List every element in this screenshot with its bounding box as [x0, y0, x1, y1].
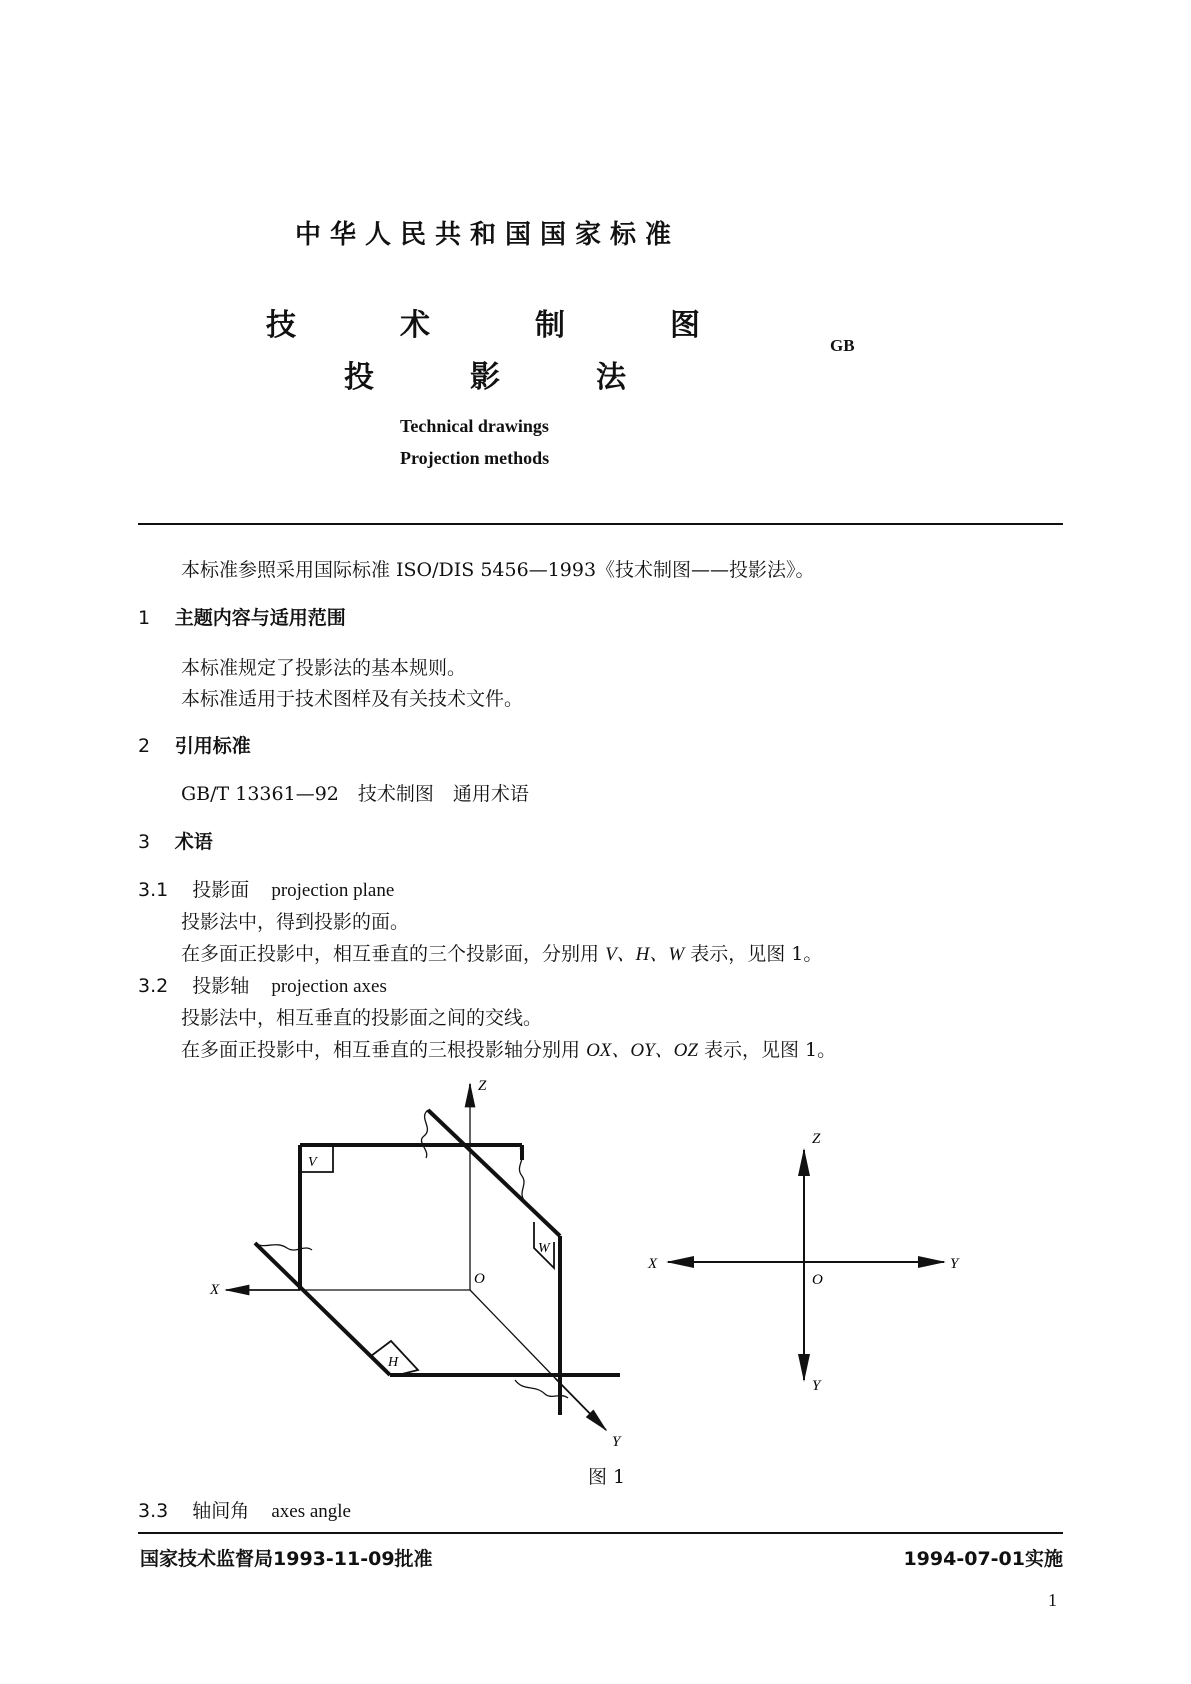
subtitle-char: 投: [344, 360, 374, 395]
label-v: V: [308, 1155, 317, 1170]
term-number: 3.2: [138, 975, 169, 997]
intro-text: 本标准参照采用国际标准 ISO/DIS 5456—1993《技术制图——投影法》。: [181, 559, 815, 581]
section-title: 引用标准: [174, 735, 251, 757]
gb-code: GB: [830, 336, 855, 355]
english-title-2: Projection methods: [400, 448, 550, 468]
term-definition: 投影法中，相互垂直的投影面之间的交线。: [181, 1007, 543, 1029]
subtitle-char: 法: [596, 360, 626, 395]
section-title: 主题内容与适用范围: [174, 607, 346, 629]
approval-info: 国家技术监督局1993-11-09批准: [140, 1548, 433, 1570]
note-text: 在多面正投影中，相互垂直的三根投影轴分别用: [181, 1039, 581, 1061]
section-title: 术语: [174, 831, 213, 853]
right-label-o: O: [812, 1272, 823, 1288]
right-label-z: Z: [812, 1131, 821, 1147]
label-o: O: [474, 1271, 485, 1287]
term-english: axes angle: [271, 1501, 351, 1522]
section-number: 1: [138, 607, 151, 629]
label-w: W: [538, 1241, 550, 1256]
standard-name: 中华人民共和国国家标准: [295, 220, 681, 250]
title-char: 图: [670, 308, 700, 343]
section-number: 3: [138, 831, 151, 853]
subtitle-char: 影: [470, 360, 500, 395]
y-arrow: [555, 1378, 606, 1430]
projection-planes-diagram: [226, 1084, 620, 1430]
page-number: 1: [1048, 1590, 1057, 1610]
right-label-x: X: [648, 1256, 658, 1272]
note-text: 在多面正投影中，相互垂直的三个投影面，分别用: [181, 943, 600, 965]
term-english: projection axes: [271, 976, 387, 997]
label-x: X: [210, 1282, 220, 1298]
term-number: 3.1: [138, 879, 169, 901]
reference-standard: GB/T 13361—92 技术制图 通用术语: [181, 783, 529, 805]
label-h: H: [388, 1355, 399, 1370]
term-name: 轴间角: [192, 1500, 250, 1522]
note-variables: V、H、W: [605, 944, 685, 965]
title-char: 技: [266, 308, 296, 343]
section-number: 2: [138, 735, 151, 757]
term-name: 投影面: [192, 879, 250, 901]
label-y: Y: [612, 1434, 621, 1450]
effective-date: 1994-07-01实施: [903, 1548, 1063, 1570]
note-text: 表示，见图 1。: [690, 943, 823, 965]
v-plane-break: [421, 1110, 428, 1158]
term-definition: 投影法中，得到投影的面。: [181, 911, 410, 933]
term-name: 投影轴: [192, 975, 250, 997]
title-char: 术: [400, 308, 430, 343]
right-label-y-down: Y: [812, 1378, 821, 1394]
section-1-line: 本标准规定了投影法的基本规则。: [181, 657, 467, 679]
right-label-y: Y: [950, 1256, 959, 1272]
axes-cross-diagram: [668, 1150, 944, 1380]
section-1-line: 本标准适用于技术图样及有关技术文件。: [181, 688, 524, 710]
term-3-3: [138, 1496, 351, 1523]
note-text: 表示，见图 1。: [704, 1039, 837, 1061]
english-title-1: Technical drawings: [400, 416, 549, 436]
term-english: projection plane: [271, 880, 395, 901]
footer-divider: [138, 1532, 1063, 1534]
note-variables: OX、OY、OZ: [586, 1040, 698, 1061]
title-char: 制: [535, 308, 565, 343]
term-number: 3.3: [138, 1500, 169, 1522]
y-axis-line: [470, 1290, 555, 1378]
label-z: Z: [478, 1078, 487, 1094]
figure-caption: 图 1: [588, 1466, 626, 1488]
